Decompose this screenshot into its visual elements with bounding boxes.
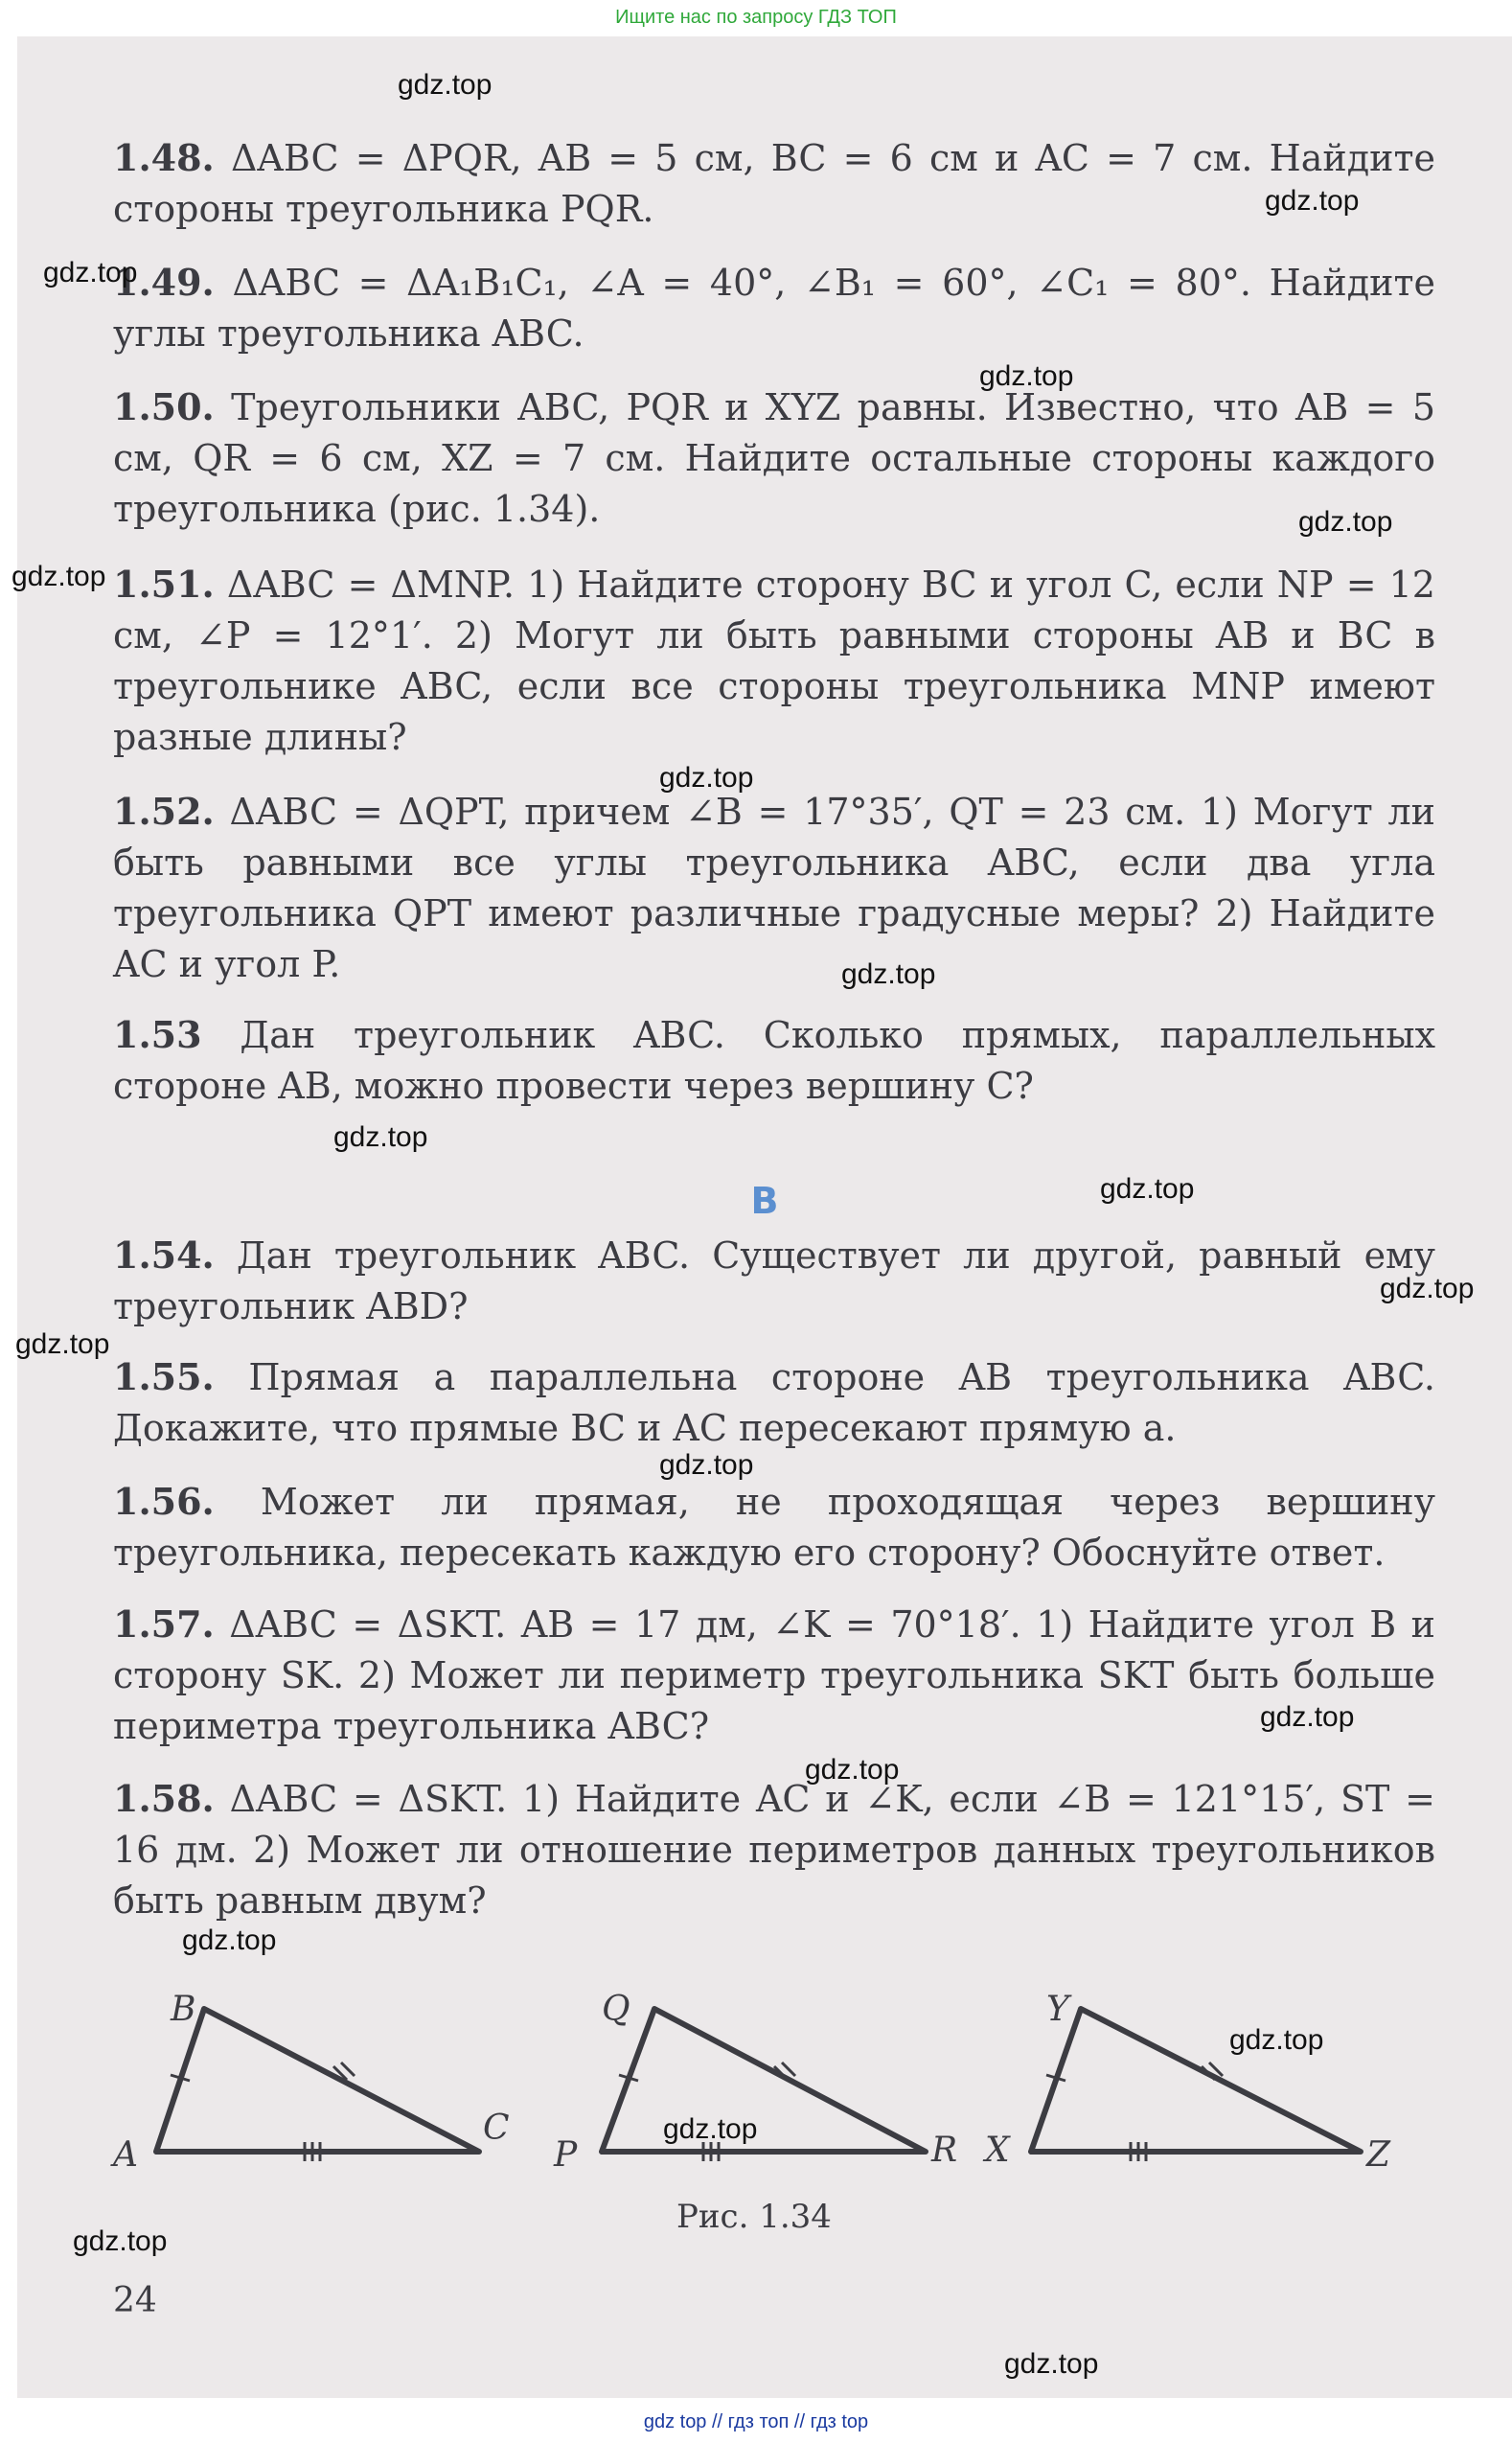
vertex-label-b: B xyxy=(171,1990,196,2029)
watermark: gdz.top xyxy=(1298,506,1393,538)
problem-1-58: 1.58. ΔABC = ΔSKT. 1) Найдите AC и ∠K, если ∠B = 121°15′, ST = 16 дм. 2) Может ли отношение периметров данных треугольников быть равным двум? xyxy=(113,1777,1435,1922)
watermark: gdz.top xyxy=(1265,185,1360,217)
vertex-label-a: A xyxy=(113,2135,138,2175)
problem-1-50: 1.50. Треугольники ABC, PQR и XYZ равны. Известно, что AB = 5 см, QR = 6 см, XZ = 7 см. Найдите остальные стороны каждого треугольника (рис. 1.34). xyxy=(113,385,1435,530)
watermark: gdz.top xyxy=(1260,1701,1355,1733)
watermark: gdz.top xyxy=(659,1449,754,1481)
vertex-label-r: R xyxy=(931,2131,958,2170)
problem-1-55: 1.55. Прямая a параллельна стороне AB треугольника ABC. Докажите, что прямые BC и AC пересекают прямую a. xyxy=(113,1355,1435,1449)
vertex-label-c: C xyxy=(483,2109,510,2148)
watermark: gdz.top xyxy=(182,1924,277,1956)
figure-caption: Рис. 1.34 xyxy=(676,2198,832,2236)
problem-1-48: 1.48. ΔABC = ΔPQR, AB = 5 см, BC = 6 см и AC = 7 см. Найдите стороны треугольника PQR. xyxy=(113,136,1435,230)
watermark: gdz.top xyxy=(979,360,1074,392)
watermark: gdz.top xyxy=(11,561,106,592)
figure-triangles xyxy=(17,1944,1512,2193)
watermark: gdz.top xyxy=(73,2225,168,2257)
problem-1-52: 1.52. ΔABC = ΔQPT, причем ∠B = 17°35′, QT = 23 см. 1) Могут ли быть равными все углы треугольника ABC, если два угла треугольника QPT имеют различные градусные меры? 2) Найдите AC и угол P. xyxy=(113,790,1435,985)
watermark: gdz.top xyxy=(1004,2348,1099,2380)
footer-links[interactable]: gdz top // гдз топ // гдз top xyxy=(643,2411,869,2432)
watermark: gdz.top xyxy=(43,257,138,288)
vertex-label-x: X xyxy=(985,2131,1010,2170)
problem-1-51: 1.51. ΔABC = ΔMNP. 1) Найдите сторону BC и угол C, если NP = 12 см, ∠P = 12°1′. 2) Могут ли быть равными стороны AB и BC в треугольнике ABC, если все стороны треугольника MNP имеют разные длины? xyxy=(113,563,1435,758)
page-number: 24 xyxy=(113,2281,157,2320)
problem-1-57: 1.57. ΔABC = ΔSKT. AB = 17 дм, ∠K = 70°18′. 1) Найдите угол B и сторону SK. 2) Может ли периметр треугольника SKT быть больше периметра треугольника ABC? xyxy=(113,1602,1435,1747)
problem-1-56: 1.56. Может ли прямая, не проходящая через вершину треугольника, пересекать каждую его сторону? Обоснуйте ответ. xyxy=(113,1480,1435,1574)
watermark: gdz.top xyxy=(398,69,493,101)
triangle-pqr xyxy=(602,2009,926,2152)
watermark: gdz.top xyxy=(1100,1173,1195,1205)
watermark: gdz.top xyxy=(805,1754,900,1786)
vertex-label-y: Y xyxy=(1046,1990,1069,2029)
problem-1-49: 1.49. ΔABC = ΔA₁B₁C₁, ∠A = 40°, ∠B₁ = 60°, ∠C₁ = 80°. Найдите углы треугольника ABC. xyxy=(113,261,1435,355)
section-letter: B xyxy=(750,1180,779,1222)
watermark: gdz.top xyxy=(663,2113,758,2145)
watermark: gdz.top xyxy=(841,958,936,990)
watermark: gdz.top xyxy=(1380,1273,1475,1304)
watermark: gdz.top xyxy=(15,1328,110,1360)
site-hint[interactable]: Ищите нас по запросу ГДЗ ТОП xyxy=(615,7,897,28)
watermark: gdz.top xyxy=(659,762,754,794)
watermark: gdz.top xyxy=(1229,2024,1324,2056)
problem-1-53: 1.53 Дан треугольник ABC. Сколько прямых, параллельных стороне AB, можно провести через вершину C? xyxy=(113,1013,1435,1107)
vertex-label-z: Z xyxy=(1366,2135,1391,2175)
vertex-label-p: P xyxy=(554,2135,578,2175)
watermark: gdz.top xyxy=(333,1121,428,1153)
problem-1-54: 1.54. Дан треугольник ABC. Существует ли другой, равный ему треугольник ABD? xyxy=(113,1233,1435,1327)
triangle-abc xyxy=(156,2009,479,2152)
vertex-label-q: Q xyxy=(602,1990,630,2029)
